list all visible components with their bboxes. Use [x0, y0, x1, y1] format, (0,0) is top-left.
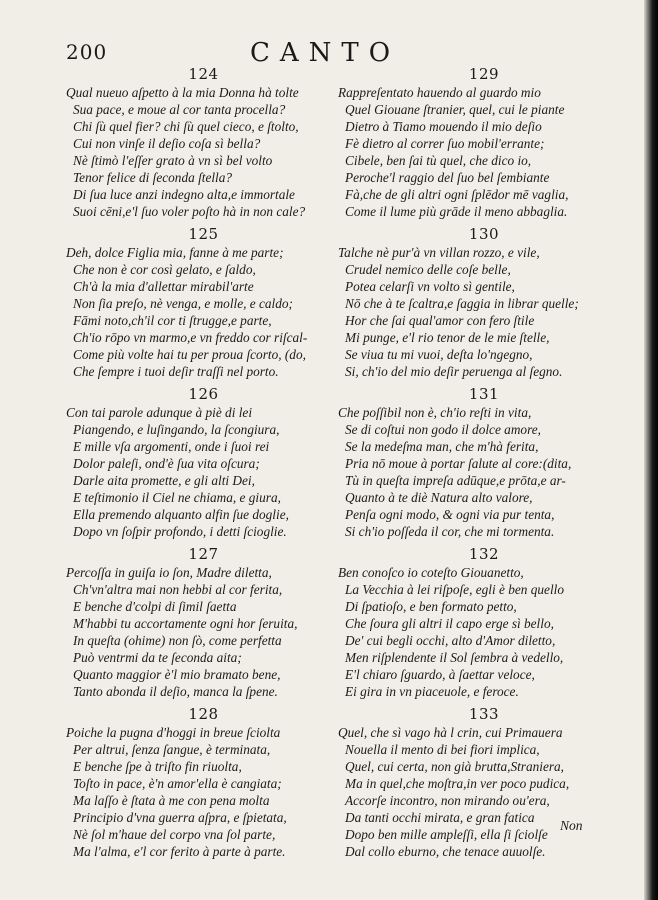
verse-line: Dietro à Tiamo mouendo il mio deſio: [345, 119, 542, 134]
page-edge-shadow: [644, 0, 658, 900]
verse-line: Pria nō moue à portar ſalute al core:(dita,: [345, 456, 572, 471]
stanza-number: 125: [188, 225, 219, 243]
verse-line: Come più volte hai tu per proua ſcorto, (do,: [73, 347, 306, 362]
verse-line: Rappreſentato hauendo al guardo mio: [338, 85, 541, 100]
verse-line: Di ſpatioſo, e ben formato petto,: [345, 599, 517, 614]
verse-line: Cui non vinſe il deſio coſa sì bella?: [73, 136, 261, 151]
stanza-number: 130: [468, 225, 500, 243]
verse-line: Nè ſol m'haue del corpo vna ſol parte,: [73, 827, 276, 842]
verse-line: Come il lume più grāde il meno abbaglia.: [345, 204, 568, 219]
verse-line: Ella premendo alquanto alfin ſue doglie,: [73, 507, 289, 522]
verse-line: Ma l'alma, e'l cor ferito à parte à parte.: [73, 844, 286, 859]
verse-line: E benche d'colpi di ſimil ſaetta: [73, 599, 237, 614]
verse-line: M'habbi tu accortamente ogni hor ſeruita,: [73, 616, 298, 631]
verse-line: Tenor felice di ſeconda ſtella?: [73, 170, 233, 185]
verse-line: Si, ch'io del mio deſir peruenga al ſegno.: [345, 364, 563, 379]
verse-line: Deh, dolce Figlia mia, fanne à me parte;: [66, 245, 284, 260]
verse-line: Toſto in pace, è'n amor'ella è cangiata;: [73, 776, 282, 791]
verse-line: Accorſe incontro, non mirando ou'era,: [345, 793, 550, 808]
verse-line: Ch'vn'altra mai non hebbi al cor ferita,: [73, 582, 283, 597]
verse-line: Penſa ogni modo, & ogni via pur tenta,: [345, 507, 555, 522]
stanza: [66, 226, 341, 380]
verse-line: Se di coſtui non godo il dolce amore,: [345, 422, 541, 437]
verse-line: Ma laſſo è ſtata à me con pena molta: [73, 793, 270, 808]
verse-line: E teſtimonio il Ciel ne chiama, e giura,: [73, 490, 281, 505]
stanza: [66, 66, 341, 220]
verse-line: Dolor paleſi, ond'è ſua vita oſcura;: [73, 456, 260, 471]
verse-line: Suoi cēni,e'l ſuo voler poſto hà in non cale?: [73, 204, 306, 219]
verse-line: Che ſempre i tuoi deſir traſſi nel porto.: [73, 364, 279, 379]
stanza: [338, 226, 630, 380]
verse-line: Fà,che de gli altri ogni ſplēdor mē vaglia,: [345, 187, 569, 202]
verse-line: Darle aita promette, e gli alti Dei,: [73, 473, 255, 488]
verse-line: Quanto maggior è'l mio bramato bene,: [73, 667, 281, 682]
verse-line: Men riſplendente il Sol ſembra à vedello,: [345, 650, 564, 665]
verse-line: Potea celarſi vn volto sì gentile,: [345, 279, 515, 294]
verse-line: Di ſua luce anzi indegno alta,e immortale: [73, 187, 295, 202]
verse-line: E benche ſpe à triſto fin riuolta,: [73, 759, 242, 774]
verse-line: Hor che ſai qual'amor con fero ſtile: [345, 313, 535, 328]
verse-line: Fè dietro al correr ſuo mobil'errante;: [345, 136, 545, 151]
stanza: [338, 706, 630, 860]
verse-line: La Vecchia à lei riſpoſe, egli è ben quello: [345, 582, 564, 597]
verse-line: Mi punge, e'l rio tenor de le mie ſtelle,: [345, 330, 550, 345]
stanza: [66, 386, 341, 540]
verse-line: Qual nueuo aſpetto à la mia Donna hà tolte: [66, 85, 299, 100]
stanza: [338, 386, 630, 540]
stanza-number: 128: [188, 705, 219, 723]
page-number: 200: [66, 40, 108, 64]
verse-line: Principio d'vna guerra aſpra, e ſpietata,: [73, 810, 287, 825]
verse-line: Non ſia preſo, nè venga, e molle, e caldo;: [73, 296, 293, 311]
verse-line: Nè ſtimò l'eſſer grato à vn sì bel volto: [73, 153, 273, 168]
stanza-number: 126: [188, 385, 219, 403]
verse-line: Tanto abonda il deſio, manca la ſpene.: [73, 684, 278, 699]
verse-line: Piangendo, e luſingando, la ſcongiura,: [73, 422, 280, 437]
stanza-number: 127: [188, 545, 219, 563]
verse-line: Poiche la pugna d'hoggi in breue ſciolta: [66, 725, 281, 740]
verse-line: Se viua tu mi vuoi, deſta lo'ngegno,: [345, 347, 533, 362]
verse-line: Da tanti occhi mirata, e gran fatica: [345, 810, 535, 825]
verse-line: Fāmi noto,ch'il cor ti ſtrugge,e parte,: [73, 313, 272, 328]
verse-line: Per altrui, ſenza ſangue, è terminata,: [73, 742, 271, 757]
verse-line: In queſta (ohime) non ſò, come perfetta: [73, 633, 282, 648]
stanza: [338, 66, 630, 220]
verse-line: Chi ſù quel fier? chi ſù quel cieco, e ſtolto,: [73, 119, 299, 134]
verse-line: Ma in quel,che moſtra,in ver poco pudica,: [345, 776, 570, 791]
page-header: [0, 38, 640, 68]
stanza-number: 124: [188, 65, 219, 83]
verse-line: Percoſſa in guiſa io ſon, Madre diletta,: [66, 565, 272, 580]
verse-line: Talche nè pur'à vn villan rozzo, e vile,: [338, 245, 540, 260]
verse-line: Tù in queſta impreſa adūque,e prōta,e ar-: [345, 473, 566, 488]
verse-line: Ch'à la mia d'allettar mirabil'arte: [73, 279, 254, 294]
verse-line: Ben conoſco io coteſto Giouanetto,: [338, 565, 524, 580]
verse-line: De' cui begli occhi, alto d'Amor diletto,: [345, 633, 556, 648]
verse-line: Dal collo eburno, che tenace auuolſe.: [345, 844, 546, 859]
stanza-number: 132: [468, 545, 500, 563]
verse-line: Quel Giouane ſtranier, quel, cui le piante: [345, 102, 565, 117]
running-head: CANTO: [250, 38, 401, 68]
verse-line: Che poſſibil non è, ch'io reſti in vita,: [338, 405, 532, 420]
verse-line: E mille vſa argomenti, onde i ſuoi rei: [73, 439, 270, 454]
verse-line: Dopo vn ſoſpir profondo, i detti ſcioglie.: [73, 524, 287, 539]
stanza: [66, 706, 341, 860]
verse-line: Cibele, ben ſai tù quel, che dico io,: [345, 153, 532, 168]
verse-line: Si ch'io poſſeda il cor, che mi tormenta.: [345, 524, 555, 539]
catchword: Non: [560, 818, 583, 833]
stanza-number: 129: [468, 65, 500, 83]
stanza: [338, 546, 630, 700]
verse-line: Con tai parole adunque à piè di lei: [66, 405, 253, 420]
verse-line: Dopo ben mille ampleſſi, ella ſi ſciolſe: [345, 827, 548, 842]
verse-line: Crudel nemico delle coſe belle,: [345, 262, 511, 277]
verse-line: Che non è cor così gelato, e ſaldo,: [73, 262, 256, 277]
verse-line: Quanto à te diè Natura alto valore,: [345, 490, 533, 505]
verse-line: E'l chiaro ſguardo, à ſaettar veloce,: [345, 667, 535, 682]
verse-line: Se la medeſma man, che m'hà ferita,: [345, 439, 539, 454]
verse-line: Peroche'l raggio del ſuo bel ſembiante: [345, 170, 550, 185]
verse-line: Sua pace, e moue al cor tanta procella?: [73, 102, 286, 117]
verse-line: Quel, cui certa, non già brutta,Straniera,: [345, 759, 565, 774]
verse-line: Ch'io rōpo vn marmo,e vn freddo cor riſcal-: [73, 330, 308, 345]
verse-line: Può ventrmi da te ſeconda aita;: [73, 650, 242, 665]
verse-line: Che ſoura gli altri il capo erge sì bello,: [345, 616, 554, 631]
stanza-number: 133: [468, 705, 500, 723]
verse-line: Nō che à te ſcaltra,e ſaggia in librar quelle;: [345, 296, 579, 311]
verse-line: Quel, che sì vago hà l crin, cui Primauera: [338, 725, 563, 740]
stanza: [66, 546, 341, 700]
stanza-number: 131: [468, 385, 500, 403]
verse-line: Ei gira in vn piaceuole, e feroce.: [345, 684, 519, 699]
verse-line: Nouella il mento di bei fiori implica,: [345, 742, 540, 757]
right-column: [338, 66, 630, 866]
left-column: [66, 66, 341, 866]
